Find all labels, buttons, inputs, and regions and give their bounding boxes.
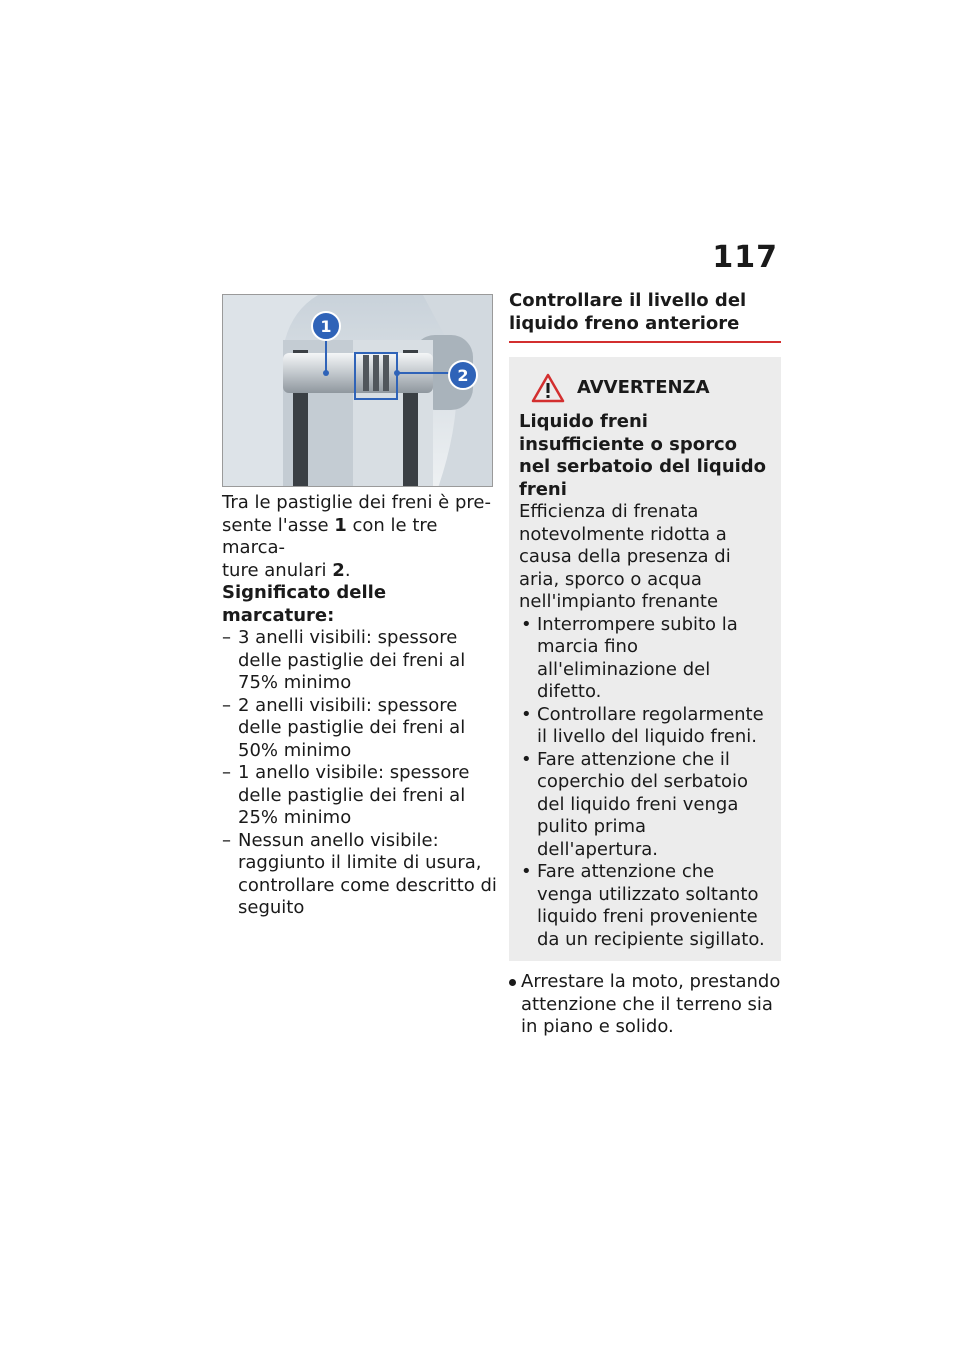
brake-pads-photo [222,294,493,487]
warning-header [519,373,771,403]
warning-bullet: • Fare attenzione che il coperchio del serbatoio del liquido freni venga pulito prima dell'apertura. [519,749,771,862]
callout-2: 2 [457,366,469,385]
right-column [509,290,781,1039]
warning-bullet: • Controllare regolarmente il livello del liquido freni. [519,704,771,749]
warning-label: AVVERTENZA [577,376,710,398]
markings-heading: Significato delle marcature: [222,582,387,626]
warning-box [509,357,781,961]
warning-headline: Liquido freni insufficiente o sporco nel serbatoio del liquido freni [519,411,767,500]
intro-line-1: Tra le pastiglie dei freni è pre- [222,492,491,513]
page-number: 117 [712,240,778,275]
intro-line-3a: ture anulari [222,559,333,581]
brake-caliper-illustration [223,295,493,487]
warning-bullet: • Interrompere subito la marcia fino all'eliminazione del difetto. [519,614,771,704]
marking-item: – Nessun anello visibile: raggiunto il limite di usura, controllare come descritto di seguito [222,830,497,920]
marking-item: – 1 anello visibile: spessore delle pastiglie dei freni al 25% minimo [222,762,497,830]
procedure-steps [509,971,781,1039]
intro-line-3b: . [344,559,351,581]
left-column [222,492,497,920]
procedure-step: Arrestare la moto, prestando attenzione che il terreno sia in piano e solido. [509,971,781,1039]
intro-line-2b: con le tre marca- [222,514,438,558]
section-divider [509,341,781,343]
marking-item: – 2 anelli visibili: spessore delle pastiglie dei freni al 50% minimo [222,695,497,763]
rings-ref: 2 [332,559,345,581]
section-title: Controllare il livello del liquido freno anteriore [509,290,747,334]
callout-1: 1 [320,317,332,336]
warning-body: Efficienza di frenata notevolmente ridotta a causa della presenza di aria, sporco o acqua nell'impianto frenante [519,501,731,612]
marking-item: – 3 anelli visibili: spessore delle pastiglie dei freni al 75% minimo [222,627,497,695]
markings-list [222,627,497,920]
warning-bullet: • Fare attenzione che venga utilizzato soltanto liquido freni proveniente da un recipiente sigillato. [519,861,771,951]
intro-line-2a: sente l'asse [222,514,335,536]
axis-ref: 1 [334,514,347,536]
warning-bullets [519,614,771,952]
intro-paragraph [222,492,497,582]
warning-triangle-icon [531,373,565,403]
